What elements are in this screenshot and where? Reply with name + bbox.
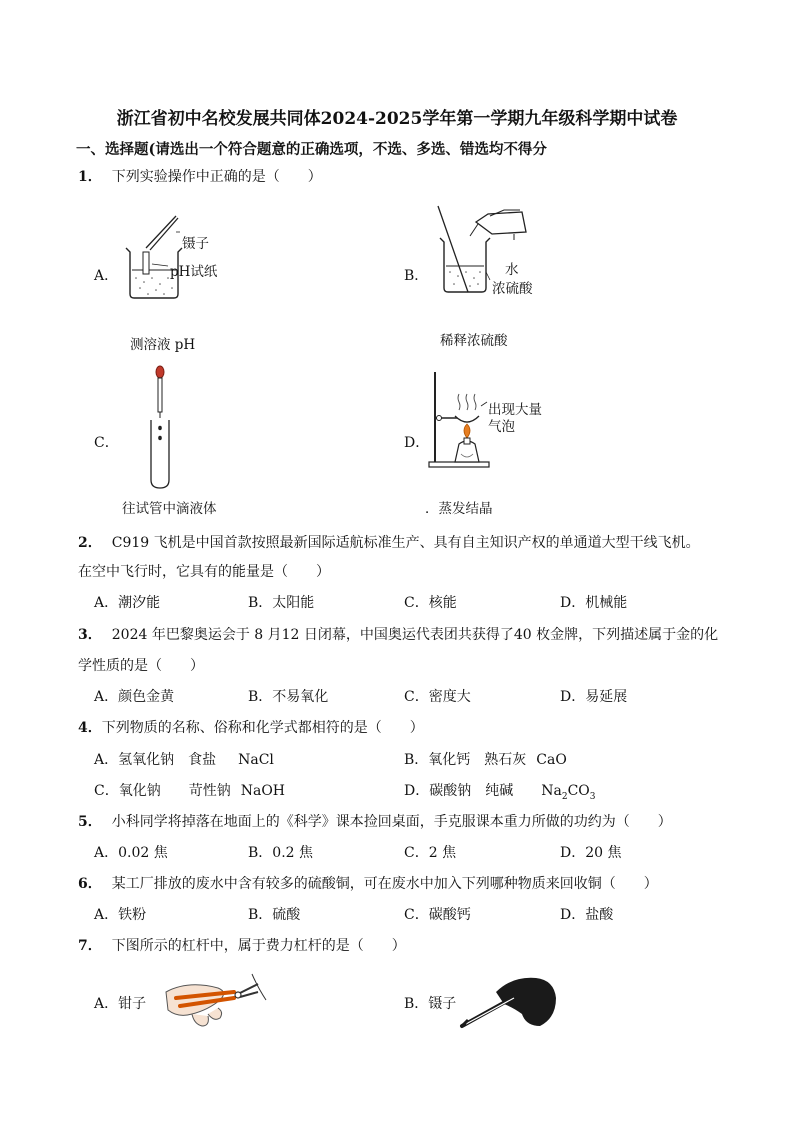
- option-name: 氧化钠: [118, 783, 161, 799]
- option-a: A．颜色金黄: [94, 689, 175, 705]
- option-name: 碳酸钠: [429, 783, 472, 799]
- option-letter: A．: [94, 752, 119, 768]
- ph-paper-label: pH试纸: [170, 264, 218, 280]
- option-letter: A．: [94, 996, 119, 1012]
- option-c: C．密度大: [404, 689, 471, 705]
- question-3: [78, 624, 718, 644]
- option-a: [94, 993, 146, 1013]
- question-7: [78, 935, 406, 955]
- option-b-letter: B．: [404, 268, 429, 284]
- option-common-name: 纯碱: [485, 783, 514, 799]
- option-d-caption: ．蒸发结晶: [425, 501, 493, 517]
- option-c-caption: 往试管中滴液体: [122, 501, 217, 517]
- question-2-line-2: 在空中飞行时，它具有的能量是（ ）: [78, 564, 330, 580]
- option-a: A．0.02 焦: [94, 845, 168, 861]
- option-a: A．潮汐能: [94, 595, 161, 611]
- sulfuric-acid-label: 浓硫酸: [492, 281, 533, 297]
- option-letter: C．: [94, 783, 119, 799]
- option-letter: B．: [404, 996, 429, 1012]
- option-label: 钳子: [118, 996, 147, 1012]
- question-number: 3．: [78, 627, 102, 643]
- question-text: C919 飞机是中国首款按照最新国际适航标准生产、具有自主知识产权的单通道大型干线飞机。: [111, 535, 700, 551]
- option-d: D．盐酸: [560, 907, 614, 923]
- option-a: [94, 749, 274, 769]
- option-d-letter: D．: [404, 435, 430, 451]
- option-c: C．2 焦: [404, 845, 457, 861]
- option-b: B．不易氧化: [248, 689, 329, 705]
- option-d: D．20 焦: [560, 845, 622, 861]
- question-1: [78, 166, 322, 186]
- option-d: D．易延展: [560, 689, 628, 705]
- question-text: 某工厂排放的废水中含有较多的硫酸铜，可在废水中加入下列哪种物质来回收铜（ ）: [111, 876, 658, 892]
- ph-test-illustration: [120, 190, 240, 310]
- option-c-letter: C．: [94, 435, 119, 451]
- water-label: 水: [505, 262, 519, 278]
- option-b: B．太阳能: [248, 595, 315, 611]
- tweezers-label: 镊子: [182, 236, 209, 252]
- option-formula: NaCl: [238, 752, 274, 768]
- option-c: C．核能: [404, 595, 457, 611]
- question-text: 2024 年巴黎奥运会于 8 月12 日闭幕，中国奥运代表团共获得了40 枚金牌，下列描述属于金的化: [111, 627, 719, 643]
- option-common-name: 苛性钠: [188, 783, 231, 799]
- option-b-caption: 稀释浓硫酸: [440, 333, 508, 349]
- question-6: [78, 873, 658, 893]
- question-number: 5．: [78, 814, 102, 830]
- option-b: B．0.2 焦: [248, 845, 314, 861]
- option-d: D．机械能: [560, 595, 628, 611]
- question-number: 7．: [78, 938, 102, 954]
- option-a-caption: 测溶液 pH: [130, 337, 196, 353]
- question-number: 4．: [78, 720, 102, 736]
- question-number: 1．: [78, 169, 102, 185]
- question-5: [78, 811, 672, 831]
- bubbles-label: 出现大量: [488, 402, 542, 418]
- page-title: 浙江省初中名校发展共同体2024-2025学年第一学期九年级科学期中试卷: [116, 109, 678, 129]
- option-formula: $Na_2CO_3$: [541, 783, 596, 802]
- question-4: [78, 717, 424, 737]
- dropper-illustration: [140, 362, 180, 492]
- option-c: C．碳酸钙: [404, 907, 471, 923]
- question-2: [78, 532, 700, 552]
- option-c: [94, 780, 285, 800]
- pliers-illustration: [158, 970, 272, 1032]
- option-name: 氢氧化钠: [118, 752, 175, 768]
- question-text: 下列物质的名称、俗称和化学式都相符的是（ ）: [101, 720, 424, 736]
- option-b: B．硫酸: [248, 907, 301, 923]
- option-a-letter: A．: [94, 268, 119, 284]
- question-text: 下列实验操作中正确的是（ ）: [111, 169, 322, 185]
- question-text: 下图所示的杠杆中，属于费力杠杆的是（ ）: [111, 938, 406, 954]
- option-label: 镊子: [428, 996, 457, 1012]
- option-b: [404, 993, 456, 1013]
- option-letter: D．: [404, 783, 430, 799]
- question-text: 小科同学将掉落在地面上的《科学》课本捡回桌面，手克服课本重力所做的功约为（ ）: [111, 814, 672, 830]
- option-name: 氧化钙: [428, 752, 471, 768]
- option-d: [404, 780, 596, 802]
- option-letter: B．: [404, 752, 429, 768]
- option-formula: CaO: [536, 752, 567, 768]
- option-common-name: 食盐: [188, 752, 217, 768]
- option-b: [404, 749, 567, 769]
- option-formula: NaOH: [240, 783, 286, 799]
- question-number: 6．: [78, 876, 102, 892]
- bubbles-label-2: 气泡: [488, 419, 515, 435]
- tweezers-illustration: [456, 968, 560, 1032]
- option-common-name: 熟石灰: [484, 752, 527, 768]
- section-heading: 一、选择题(请选出一个符合题意的正确选项，不选、多选、错选均不得分: [76, 141, 547, 158]
- question-3-line-2: 学性质的是（ ）: [78, 658, 204, 674]
- option-a: A．铁粉: [94, 907, 147, 923]
- question-number: 2．: [78, 535, 102, 551]
